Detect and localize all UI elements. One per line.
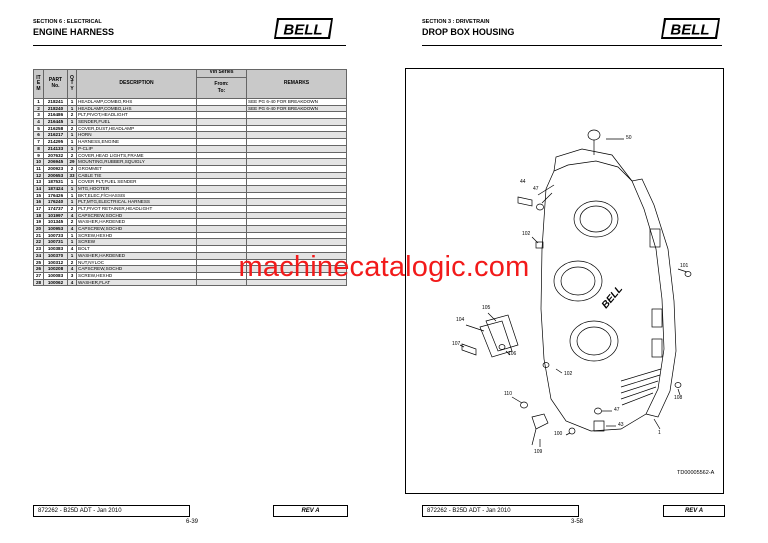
row-description: MTG,HOOTER bbox=[77, 185, 197, 192]
table-row bbox=[34, 226, 347, 233]
row-vin bbox=[197, 165, 247, 172]
row-remarks bbox=[247, 125, 347, 132]
row-vin bbox=[197, 105, 247, 112]
row-description: MOUNTING,RUBBER,SQUIGLY bbox=[77, 159, 197, 166]
washer-47-lower bbox=[595, 408, 602, 414]
row-part-no: 100062 bbox=[44, 279, 68, 286]
footer-revision: REV A bbox=[663, 505, 725, 517]
leader-47 bbox=[542, 193, 552, 203]
housing-ribs bbox=[621, 369, 661, 405]
callout-label: 109 bbox=[534, 449, 543, 455]
row-item: 8 bbox=[34, 145, 44, 152]
row-part-no: 100731 bbox=[44, 239, 68, 246]
lifting-eye bbox=[588, 130, 600, 140]
row-item: 22 bbox=[34, 239, 44, 246]
callout-label: 47 bbox=[533, 186, 539, 192]
row-qty: 1 bbox=[68, 179, 77, 186]
row-item: 13 bbox=[34, 179, 44, 186]
row-qty: 2 bbox=[68, 206, 77, 213]
row-part-no: 216486 bbox=[44, 112, 68, 119]
callout-label: 104 bbox=[456, 317, 465, 323]
bell-logo bbox=[660, 15, 722, 42]
table-row bbox=[34, 172, 347, 179]
row-vin bbox=[197, 226, 247, 233]
callout-label: 1 bbox=[658, 430, 661, 436]
row-item: 28 bbox=[34, 279, 44, 286]
table-row bbox=[34, 132, 347, 139]
row-qty: 2 bbox=[68, 152, 77, 159]
row-vin bbox=[197, 192, 247, 199]
header-rule bbox=[33, 45, 346, 46]
row-qty: 1 bbox=[68, 192, 77, 199]
row-description: HEADLAMP,COMBO,RHS bbox=[77, 99, 197, 106]
row-part-no: 216445 bbox=[44, 119, 68, 126]
page-number: 6-39 bbox=[186, 519, 199, 525]
row-part-no: 101345 bbox=[44, 219, 68, 226]
row-description: SENDER,FUEL bbox=[77, 119, 197, 126]
row-qty: 29 bbox=[69, 159, 75, 165]
table-row bbox=[34, 212, 347, 219]
row-part-no: 100083 bbox=[44, 272, 68, 279]
page-title: ENGINE HARNESS bbox=[33, 27, 115, 37]
table-row bbox=[34, 145, 347, 152]
row-qty: 4 bbox=[68, 279, 77, 286]
leader-1 bbox=[654, 419, 660, 429]
row-part-no: 100733 bbox=[44, 232, 68, 239]
row-item: 27 bbox=[34, 272, 44, 279]
header-remarks: REMARKS bbox=[247, 70, 347, 99]
row-part-no: 176240 bbox=[44, 199, 68, 206]
upper-bore bbox=[574, 201, 618, 237]
row-item: 7 bbox=[34, 139, 44, 146]
row-part-no: 101997 bbox=[44, 212, 68, 219]
row-item: 20 bbox=[34, 226, 44, 233]
callout-label: 110 bbox=[504, 391, 512, 397]
row-part-no: 206945 bbox=[44, 159, 68, 166]
callout-label: 43 bbox=[618, 422, 624, 428]
row-description: HORN bbox=[77, 132, 197, 139]
callout-label: 102 bbox=[522, 231, 531, 237]
row-remarks bbox=[247, 172, 347, 179]
row-description: SCREW bbox=[77, 239, 197, 246]
row-qty: 1 bbox=[68, 185, 77, 192]
section-label: SECTION 6 : ELECTRICAL bbox=[33, 19, 102, 25]
row-part-no: 207632 bbox=[44, 152, 68, 159]
row-remarks bbox=[247, 112, 347, 119]
callout-label: 44 bbox=[520, 179, 526, 185]
row-part-no: 174737 bbox=[44, 206, 68, 213]
row-part-no: 218241 bbox=[44, 99, 68, 106]
lower-bore-inner bbox=[577, 327, 611, 355]
row-qty: 2 bbox=[68, 112, 77, 119]
row-part-no: 200923 bbox=[44, 165, 68, 172]
row-remarks bbox=[247, 212, 347, 219]
mounting-lug bbox=[652, 339, 662, 357]
row-remarks bbox=[247, 219, 347, 226]
row-vin bbox=[197, 206, 247, 213]
row-qty: 1 bbox=[68, 99, 77, 106]
table-row bbox=[34, 139, 347, 146]
callout-label: 101 bbox=[680, 263, 689, 269]
row-description: COVER PLT,FUEL SENDER bbox=[77, 179, 197, 186]
header-rule bbox=[422, 45, 722, 46]
callout-label: 105 bbox=[482, 305, 491, 311]
callout-label: 50 bbox=[626, 135, 632, 141]
row-item: 12 bbox=[34, 172, 44, 179]
row-qty: 1 bbox=[68, 119, 77, 126]
table-row bbox=[34, 179, 347, 186]
row-description: WASHER,HARDENED bbox=[77, 252, 197, 259]
callout-label: 106 bbox=[508, 351, 517, 357]
row-description: BOLT bbox=[77, 246, 197, 253]
row-qty: 1 bbox=[68, 132, 77, 139]
row-qty: 3 bbox=[68, 272, 77, 279]
row-remarks bbox=[247, 206, 347, 213]
plug-108 bbox=[675, 383, 681, 388]
row-vin bbox=[197, 179, 247, 186]
row-vin bbox=[197, 239, 247, 246]
row-remarks: SEE PG 6-40 FOR BREAKDOWN bbox=[247, 105, 347, 112]
row-remarks bbox=[247, 165, 347, 172]
table-row bbox=[34, 105, 347, 112]
row-vin bbox=[197, 232, 247, 239]
row-item: 19 bbox=[34, 219, 44, 226]
row-description: SCREW,HEXHD bbox=[77, 232, 197, 239]
row-part-no: 100208 bbox=[44, 266, 68, 273]
row-item: 6 bbox=[34, 132, 44, 139]
watermark: machinecatalogic.com bbox=[238, 251, 530, 283]
svg-text:BELL: BELL bbox=[283, 21, 323, 39]
row-vin bbox=[197, 199, 247, 206]
row-qty: 1 bbox=[68, 199, 77, 206]
row-remarks bbox=[247, 232, 347, 239]
table-row bbox=[34, 219, 347, 226]
page-number: 3-58 bbox=[571, 519, 584, 525]
table-row bbox=[34, 232, 347, 239]
row-qty: 2 bbox=[68, 219, 77, 226]
row-part-no: 214295 bbox=[44, 139, 68, 146]
row-remarks bbox=[247, 226, 347, 233]
mounting-lug bbox=[650, 229, 660, 247]
row-vin bbox=[197, 125, 247, 132]
row-vin bbox=[197, 99, 247, 106]
row-description: COVER,DUST,HEADLAMP bbox=[77, 125, 197, 132]
row-item: 24 bbox=[34, 252, 44, 259]
row-item: 26 bbox=[34, 266, 44, 273]
section-label: SECTION 3 : DRIVETRAIN bbox=[422, 19, 490, 25]
table-row bbox=[34, 119, 347, 126]
bolt-43 bbox=[594, 421, 604, 431]
row-vin bbox=[197, 152, 247, 159]
row-vin bbox=[197, 219, 247, 226]
row-description: CABLE TIE bbox=[77, 172, 197, 179]
row-item: 23 bbox=[34, 246, 44, 253]
row-qty: 2 bbox=[68, 125, 77, 132]
row-remarks bbox=[247, 152, 347, 159]
leader-110 bbox=[512, 397, 522, 403]
header-description: DESCRIPTION bbox=[77, 70, 197, 99]
table-row bbox=[34, 192, 347, 199]
svg-text:BELL: BELL bbox=[670, 21, 710, 39]
row-remarks bbox=[247, 159, 347, 166]
bolt-107 bbox=[462, 344, 476, 355]
row-item: 25 bbox=[34, 259, 44, 266]
row-item: 18 bbox=[34, 212, 44, 219]
footer-doc-id: 872262 - B25D ADT - Jan 2010 bbox=[422, 505, 579, 517]
row-remarks bbox=[247, 119, 347, 126]
row-part-no: 214133 bbox=[44, 145, 68, 152]
callout-label: 107 bbox=[452, 341, 461, 347]
row-description: CAPSCREW,SOCHD bbox=[77, 212, 197, 219]
row-item: 15 bbox=[34, 192, 44, 199]
table-row bbox=[34, 185, 347, 192]
callout-label: 108 bbox=[674, 395, 683, 401]
row-remarks bbox=[247, 179, 347, 186]
row-remarks bbox=[247, 185, 347, 192]
row-part-no: 187424 bbox=[44, 185, 68, 192]
row-remarks bbox=[247, 192, 347, 199]
page-title: DROP BOX HOUSING bbox=[422, 27, 515, 37]
row-qty: 1 bbox=[68, 139, 77, 146]
row-part-no: 100370 bbox=[44, 252, 68, 259]
table-row bbox=[34, 206, 347, 213]
row-part-no: 100953 bbox=[44, 226, 68, 233]
row-vin bbox=[197, 159, 247, 166]
casting-logo-text: BELL bbox=[599, 283, 626, 311]
row-description: P-CLIP bbox=[77, 145, 197, 152]
leader-102 bbox=[532, 237, 538, 243]
row-part-no: 216217 bbox=[44, 132, 68, 139]
plug-102-lower bbox=[543, 363, 549, 368]
table-row bbox=[34, 152, 347, 159]
row-description: BKT,ELEC,F/CHASSIS bbox=[77, 192, 197, 199]
row-qty: 2 bbox=[68, 165, 77, 172]
header-vin-series: Vin Series bbox=[197, 70, 247, 78]
row-qty: 4 bbox=[68, 266, 77, 273]
row-qty: 2 bbox=[68, 259, 77, 266]
row-qty: 1 bbox=[68, 239, 77, 246]
leader-104 bbox=[466, 325, 484, 331]
table-row bbox=[34, 165, 347, 172]
footer-revision: REV A bbox=[273, 505, 348, 517]
row-vin bbox=[197, 145, 247, 152]
washer-47 bbox=[537, 204, 544, 210]
cover-105 bbox=[486, 315, 518, 351]
header-from-to bbox=[197, 77, 247, 98]
row-part-no: 100383 bbox=[44, 246, 68, 253]
row-vin bbox=[197, 139, 247, 146]
row-item: 10 bbox=[34, 159, 44, 166]
row-item: 2 bbox=[34, 105, 44, 112]
row-remarks bbox=[247, 199, 347, 206]
row-description: WASHER,FLAT bbox=[77, 279, 197, 286]
table-row bbox=[34, 125, 347, 132]
row-description: NUT,NYLOC bbox=[77, 259, 197, 266]
header-part-no: PART No. bbox=[44, 70, 68, 99]
row-description: HEADLAMP,COMBO,LHS bbox=[77, 105, 197, 112]
row-description: COVER,HEAD LIGHTS,FRAME bbox=[77, 152, 197, 159]
row-vin bbox=[197, 212, 247, 219]
housing-top-flange bbox=[554, 149, 632, 181]
row-item: 3 bbox=[34, 112, 44, 119]
footer-doc-id: 872262 - B25D ADT - Jan 2010 bbox=[33, 505, 190, 517]
row-vin bbox=[197, 119, 247, 126]
row-description: PLT,MTG,ELECTRICAL HARNESS bbox=[77, 199, 197, 206]
table-row bbox=[34, 239, 347, 246]
row-remarks: SEE PG 6-40 FOR BREAKDOWN bbox=[247, 99, 347, 106]
row-item: 5 bbox=[34, 125, 44, 132]
row-qty: 1 bbox=[68, 105, 77, 112]
row-description: GROMMET bbox=[77, 165, 197, 172]
mounting-lug bbox=[652, 309, 662, 327]
header-qty: QTY bbox=[68, 70, 77, 99]
row-description: CAPSCREW,SOCHD bbox=[77, 226, 197, 233]
row-qty: 1 bbox=[68, 252, 77, 259]
callout-label: 100 bbox=[554, 431, 563, 437]
callout-label: 47 bbox=[614, 407, 620, 413]
row-item: 1 bbox=[34, 99, 44, 106]
row-remarks bbox=[247, 132, 347, 139]
header-from: From: bbox=[214, 80, 229, 87]
row-part-no: 218240 bbox=[44, 105, 68, 112]
row-item: 11 bbox=[34, 165, 44, 172]
row-part-no: 176426 bbox=[44, 192, 68, 199]
header-to: To: bbox=[217, 87, 226, 94]
row-description: SCREW,HEXHD bbox=[77, 272, 197, 279]
row-remarks bbox=[247, 239, 347, 246]
row-part-no: 100312 bbox=[44, 259, 68, 266]
row-qty: 33 bbox=[69, 172, 75, 178]
row-vin bbox=[197, 132, 247, 139]
table-row bbox=[34, 199, 347, 206]
row-part-no: 187531 bbox=[44, 179, 68, 186]
table-row bbox=[34, 112, 347, 119]
bolt-44 bbox=[518, 197, 532, 206]
row-remarks bbox=[247, 139, 347, 146]
row-part-no: 200653 bbox=[44, 172, 68, 179]
drawing-reference: TD00005562-A bbox=[677, 470, 715, 476]
callout-label: 102 bbox=[564, 371, 573, 377]
row-qty: 4 bbox=[68, 212, 77, 219]
leader-102-lower bbox=[556, 369, 562, 373]
row-vin bbox=[197, 185, 247, 192]
row-item: 4 bbox=[34, 119, 44, 126]
row-qty: 1 bbox=[68, 145, 77, 152]
row-item: 21 bbox=[34, 232, 44, 239]
row-qty: 4 bbox=[68, 226, 77, 233]
row-description: PLT,PIVOT,HEADLIGHT bbox=[77, 112, 197, 119]
row-description: HARNESS,ENGINE bbox=[77, 139, 197, 146]
row-vin bbox=[197, 112, 247, 119]
row-item: 16 bbox=[34, 199, 44, 206]
leader-100 bbox=[566, 433, 570, 435]
bell-logo bbox=[273, 15, 335, 42]
table-row bbox=[34, 159, 347, 166]
row-qty: 1 bbox=[68, 232, 77, 239]
upper-bore-inner bbox=[580, 206, 612, 232]
row-description: PLT,PIVOT RETAINER,HEADLIGHT bbox=[77, 206, 197, 213]
row-item: 17 bbox=[34, 206, 44, 213]
table-row bbox=[34, 99, 347, 106]
row-description: WASHER,HARDENED bbox=[77, 219, 197, 226]
row-part-no: 216258 bbox=[44, 125, 68, 132]
row-vin bbox=[197, 172, 247, 179]
row-item: 14 bbox=[34, 185, 44, 192]
plug-106 bbox=[499, 345, 505, 350]
row-description: CAPSCREW,SOCHD bbox=[77, 266, 197, 273]
row-remarks bbox=[247, 145, 347, 152]
row-qty: 4 bbox=[68, 246, 77, 253]
header-item: ITEM bbox=[34, 70, 44, 99]
row-item: 9 bbox=[34, 152, 44, 159]
